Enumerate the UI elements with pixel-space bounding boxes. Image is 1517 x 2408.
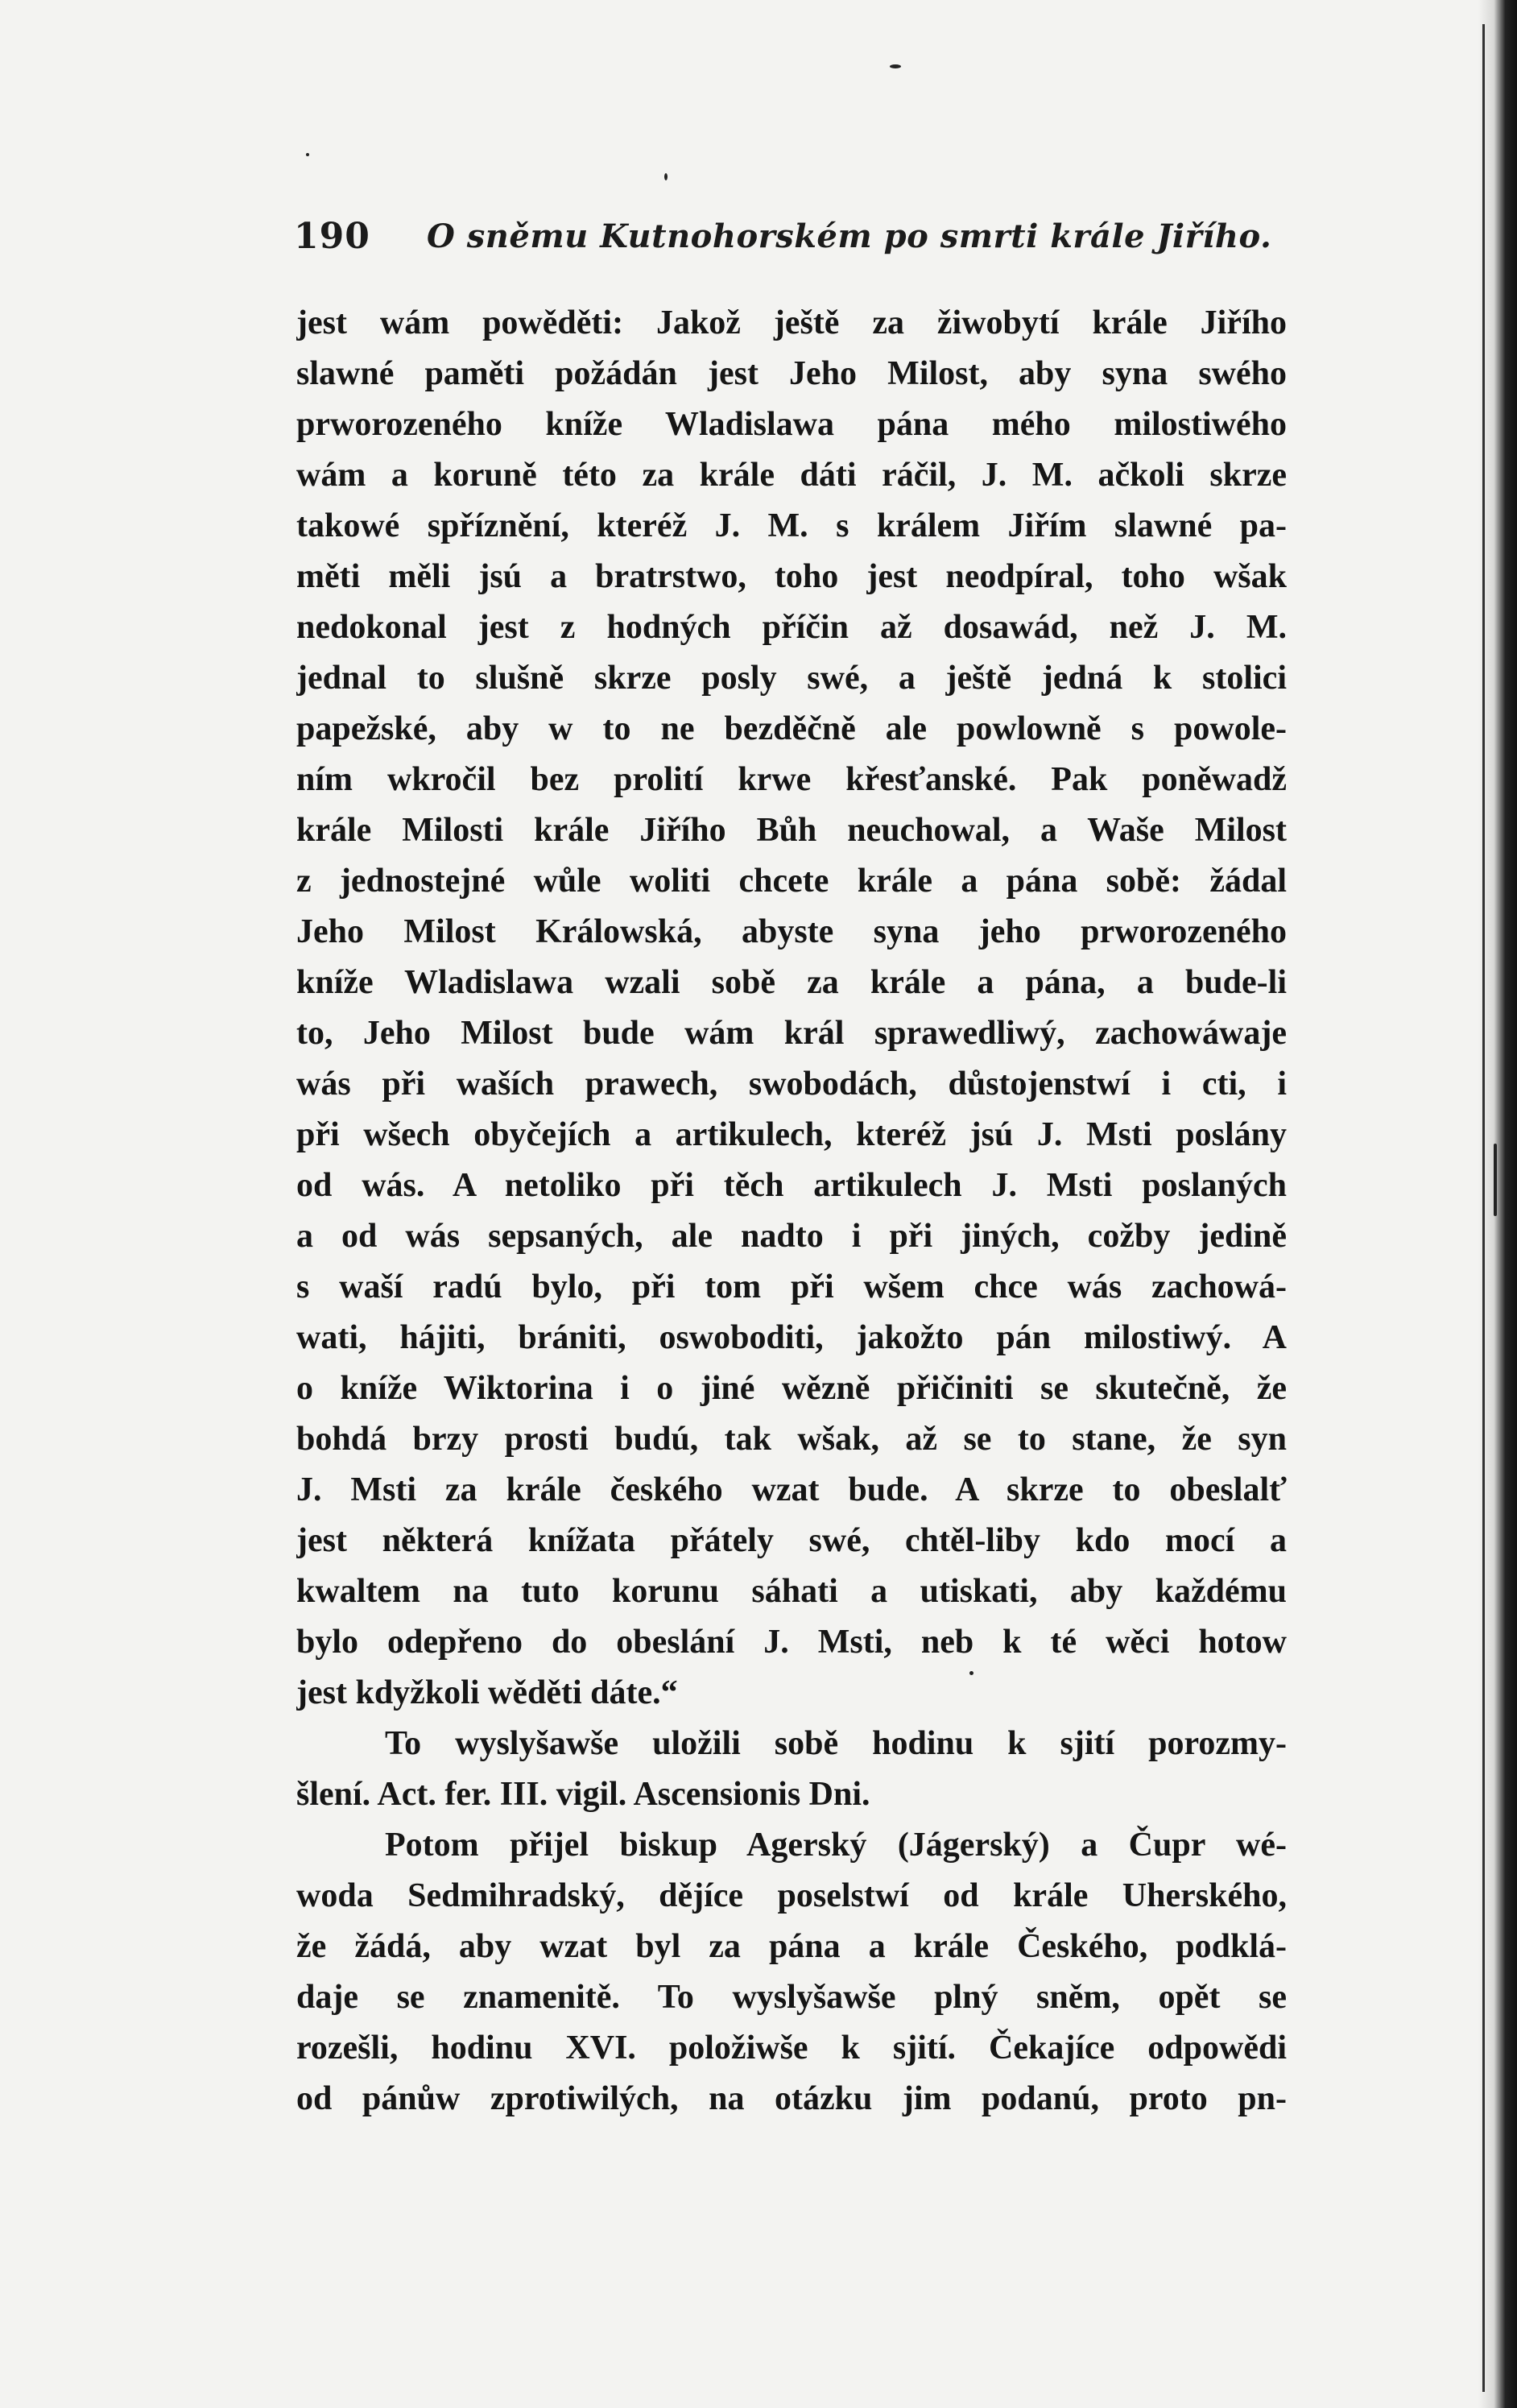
text-line: J. Msti za krále českého wzat bude. A skrze to obeslalť — [296, 1471, 1287, 1508]
text-line: To wyslyšawše uložili sobě hodinu k sjití porozmy- — [385, 1725, 1287, 1762]
text-line: od pánůw zprotiwilých, na otázku jim podanú, proto pn- — [296, 2080, 1287, 2117]
page-edge-line — [1482, 24, 1485, 2392]
text-line: daje se znamenitě. To wyslyšawše plný sněm, opět se — [296, 1979, 1287, 2016]
text-line: prworozeného kníže Wladislawa pána mého milostiwého — [296, 406, 1287, 443]
speck-mark — [306, 153, 309, 156]
text-line: jest wám powěděti: Jakož ještě za žiwobytí krále Jiřího — [296, 304, 1287, 341]
text-line: při wšech obyčejích a artikulech, kteréž jsú J. Msti poslány — [296, 1116, 1287, 1153]
text-line: jest kdyžkoli wěděti dáte.“ — [296, 1674, 678, 1711]
text-line: wás při waších prawech, swobodách, důstojenstwí i cti, i — [296, 1065, 1287, 1103]
text-line: z jednostejné wůle woliti chcete krále a pána sobě: žádal — [296, 863, 1287, 900]
text-line: že žádá, aby wzat byl za pána a krále Českého, podklá- — [296, 1928, 1287, 1965]
text-line: jest některá knížata přátely swé, chtěl-liby kdo mocí a — [296, 1522, 1287, 1559]
body-text — [296, 298, 1287, 2125]
text-line: wám a koruně této za krále dáti ráčil, J. M. ačkoli skrze — [296, 457, 1287, 494]
text-line: rozešli, hodinu XVI. položiwše k sjití. Čekajíce odpowědi — [296, 2029, 1287, 2067]
text-line: Jeho Milost Králowská, abyste syna jeho prworozeného — [296, 913, 1287, 950]
speck-mark — [1494, 1144, 1497, 1216]
text-line: Potom přijel biskup Agerský (Jágerský) a Čupr wé- — [385, 1827, 1287, 1864]
text-line: to, Jeho Milost bude wám král sprawedliwý, zachowáwaje — [296, 1015, 1287, 1052]
text-line: bohdá brzy prosti budú, tak wšak, až se to stane, že syn — [296, 1421, 1287, 1458]
text-line: o kníže Wiktorina i o jiné wězně přičiniti se skutečně, že — [296, 1370, 1287, 1407]
text-line: od wás. A netoliko při těch artikulech J. Msti poslaných — [296, 1167, 1287, 1204]
text-line: slawné paměti požádán jest Jeho Milost, aby syna swého — [296, 355, 1287, 392]
text-line: a od wás sepsaných, ale nadto i při jiných, cožby jedině — [296, 1218, 1287, 1255]
text-line: měti měli jsú a bratrstwo, toho jest neodpíral, toho wšak — [296, 558, 1287, 595]
text-line: ním wkročil bez prolití krwe křesťanské. Pak poněwadž — [296, 761, 1287, 798]
text-line: jednal to slušně skrze posly swé, a ještě jedná k stolici — [296, 660, 1287, 697]
text-line: kníže Wladislawa wzali sobě za krále a pána, a bude-li — [296, 964, 1287, 1001]
running-title: O sněmu Kutnohorském po smrti krále Jiřího. — [427, 217, 1272, 255]
text-line: kwaltem na tuto korunu sáhati a utiskati, aby každému — [296, 1573, 1287, 1610]
text-line: nedokonal jest z hodných příčin až dosawád, než J. M. — [296, 609, 1287, 646]
page-header — [294, 216, 1292, 272]
text-line: s waší radú bylo, při tom při wšem chce wás zachowá- — [296, 1268, 1287, 1305]
text-line: bylo odepřeno do obeslání J. Msti, neb k té wěci hotow — [296, 1624, 1287, 1661]
text-line: šlení. Act. fer. III. vigil. Ascensionis Dni. — [296, 1776, 870, 1813]
speck-mark — [890, 64, 901, 68]
text-line: papežské, aby w to ne bezděčně ale powlowně s powole- — [296, 710, 1287, 747]
page-number: 190 — [294, 216, 370, 257]
text-line: wati, hájiti, brániti, oswoboditi, jakožto pán milostiwý. A — [296, 1319, 1287, 1356]
text-line: takowé spříznění, kteréž J. M. s králem Jiřím slawné pa- — [296, 507, 1287, 544]
text-line: krále Milosti krále Jiřího Bůh neuchowal, a Waše Milost — [296, 812, 1287, 849]
text-line: woda Sedmihradský, dějíce poselstwí od krále Uherského, — [296, 1877, 1287, 1914]
speck-mark — [664, 173, 668, 180]
